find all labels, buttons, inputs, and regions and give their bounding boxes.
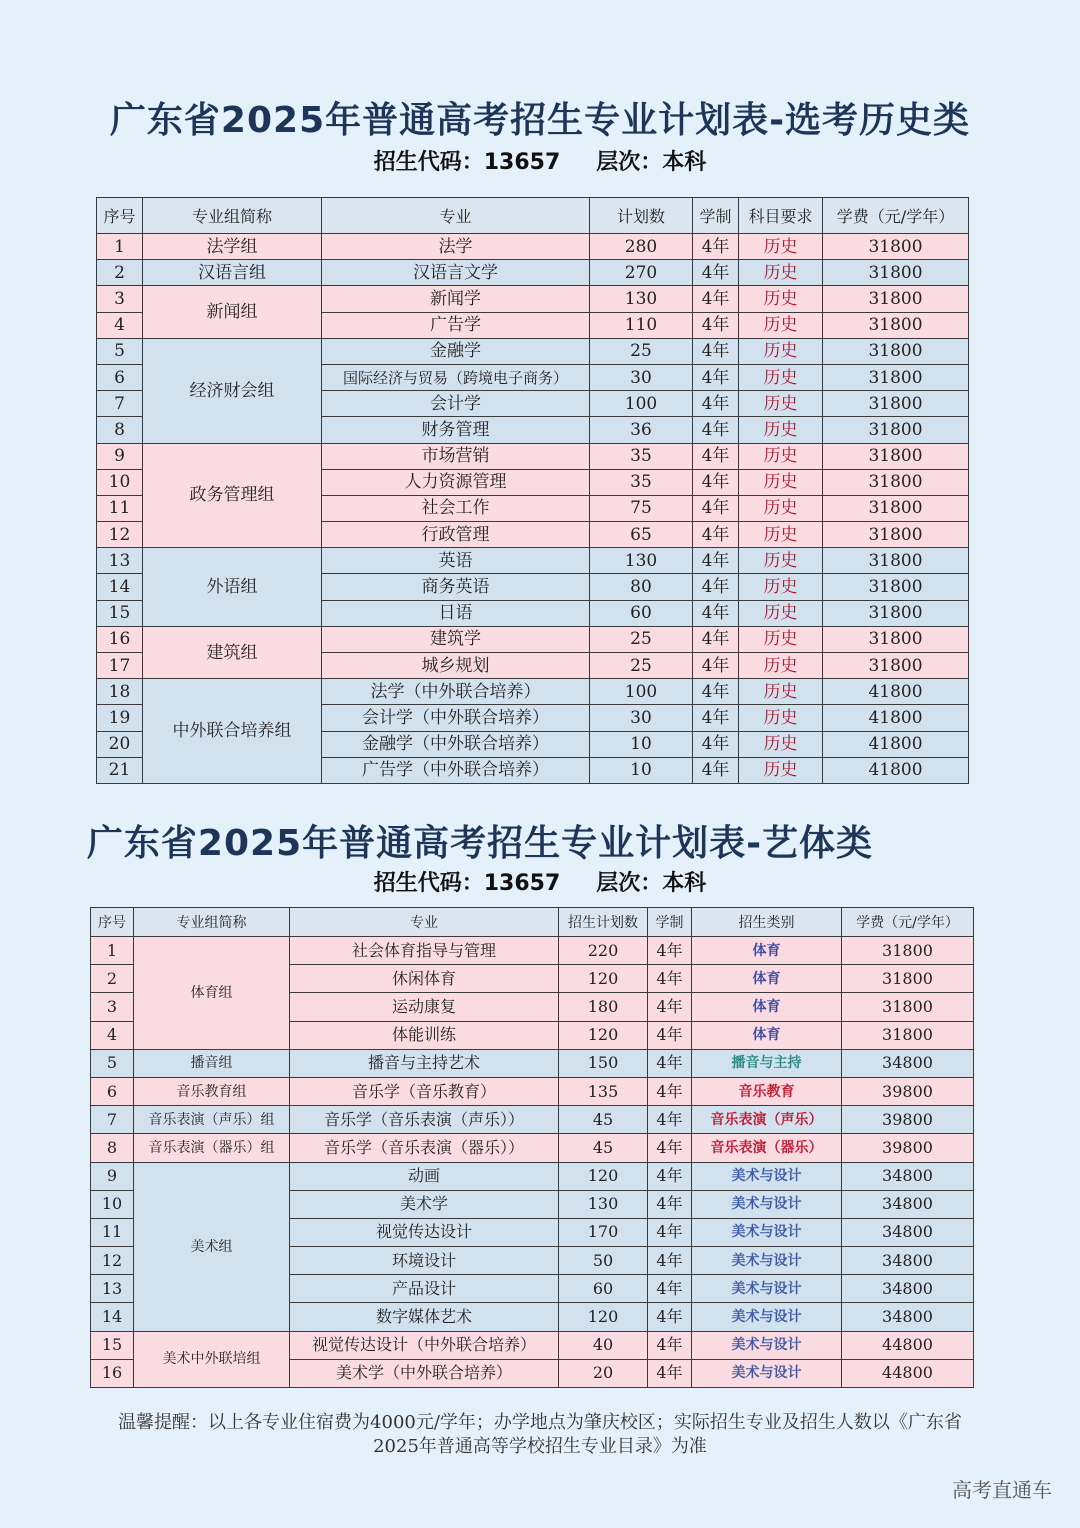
col-header-plan: 计划数: [590, 198, 693, 234]
cell-plan: 25: [590, 653, 693, 679]
cell-category: 美术与设计: [692, 1303, 842, 1331]
cell-fee: 31800: [823, 574, 969, 600]
cell-years: 4年: [693, 548, 739, 574]
table-row: [91, 1106, 974, 1134]
cell-fee: 31800: [823, 338, 969, 364]
cell-no: 11: [91, 1218, 134, 1246]
cell-requirement: 历史: [739, 495, 823, 521]
cell-no: 14: [91, 1303, 134, 1331]
cell-years: 4年: [648, 1134, 692, 1162]
cell-requirement: 历史: [739, 574, 823, 600]
cell-fee: 34800: [842, 1218, 974, 1246]
cell-group: 中外联合培养组: [143, 679, 322, 784]
cell-no: 20: [97, 731, 143, 757]
cell-no: 8: [97, 417, 143, 443]
cell-requirement: 历史: [739, 626, 823, 652]
cell-plan: 110: [590, 312, 693, 338]
cell-years: 4年: [693, 312, 739, 338]
cell-no: 6: [97, 364, 143, 390]
cell-major: 社会工作: [322, 495, 590, 521]
cell-plan: 130: [590, 286, 693, 312]
cell-major: 英语: [322, 548, 590, 574]
cell-requirement: 历史: [739, 600, 823, 626]
cell-no: 7: [91, 1106, 134, 1134]
cell-major: 动画: [290, 1162, 559, 1190]
col-header-no: 序号: [97, 198, 143, 234]
cell-fee: 44800: [842, 1359, 974, 1387]
cell-years: 4年: [648, 937, 692, 965]
cell-fee: 31800: [823, 600, 969, 626]
cell-requirement: 历史: [739, 338, 823, 364]
cell-years: 4年: [648, 1049, 692, 1077]
cell-years: 4年: [693, 626, 739, 652]
cell-requirement: 历史: [739, 731, 823, 757]
cell-years: 4年: [648, 1303, 692, 1331]
cell-major: 城乡规划: [322, 653, 590, 679]
cell-plan: 180: [559, 993, 648, 1021]
cell-years: 4年: [648, 1021, 692, 1049]
cell-no: 6: [91, 1077, 134, 1105]
reminder-line-1: 温馨提醒：以上各专业住宿费为4000元/学年；办学地点为肇庆校区；实际招生专业及招生人数以《广东省: [118, 1412, 962, 1433]
cell-years: 4年: [648, 1275, 692, 1303]
cell-category: 体育: [692, 993, 842, 1021]
cell-plan: 80: [590, 574, 693, 600]
cell-category: 美术与设计: [692, 1359, 842, 1387]
cell-major: 金融学（中外联合培养）: [322, 731, 590, 757]
cell-group: 新闻组: [143, 286, 322, 338]
table-row: [97, 234, 969, 260]
cell-plan: 75: [590, 495, 693, 521]
cell-no: 1: [91, 937, 134, 965]
cell-category: 音乐表演（声乐）: [692, 1106, 842, 1134]
cell-major: 运动康复: [290, 993, 559, 1021]
arts-table-title: 广东省2025年普通高考招生专业计划表-艺体类: [86, 823, 874, 864]
cell-requirement: 历史: [739, 234, 823, 260]
cell-major: 法学: [322, 234, 590, 260]
cell-no: 4: [97, 312, 143, 338]
cell-fee: 31800: [823, 364, 969, 390]
table-row: [97, 626, 969, 652]
table-row: [97, 679, 969, 705]
cell-years: 4年: [693, 338, 739, 364]
reminder-line-2: 2025年普通高等学校招生专业目录》为准: [373, 1436, 707, 1457]
cell-no: 5: [91, 1049, 134, 1077]
cell-major: 音乐学（音乐表演（声乐））: [290, 1106, 559, 1134]
col-header-plan: 招生计划数: [559, 908, 648, 937]
col-header-years: 学制: [693, 198, 739, 234]
cell-major: 汉语言文学: [322, 260, 590, 286]
cell-requirement: 历史: [739, 548, 823, 574]
cell-plan: 36: [590, 417, 693, 443]
col-header-major: 专业: [322, 198, 590, 234]
cell-fee: 31800: [823, 286, 969, 312]
cell-no: 3: [91, 993, 134, 1021]
cell-fee: 41800: [823, 731, 969, 757]
col-header-fee: 学费（元/学年）: [842, 908, 974, 937]
cell-fee: 39800: [842, 1077, 974, 1105]
cell-fee: 31800: [842, 1021, 974, 1049]
cell-no: 13: [97, 548, 143, 574]
cell-category: 美术与设计: [692, 1331, 842, 1359]
cell-no: 14: [97, 574, 143, 600]
cell-years: 4年: [693, 495, 739, 521]
cell-plan: 20: [559, 1359, 648, 1387]
col-header-no: 序号: [91, 908, 134, 937]
cell-years: 4年: [648, 1331, 692, 1359]
cell-group: 外语组: [143, 548, 322, 627]
cell-years: 4年: [693, 417, 739, 443]
cell-fee: 39800: [842, 1134, 974, 1162]
cell-plan: 50: [559, 1247, 648, 1275]
cell-plan: 120: [559, 1303, 648, 1331]
cell-plan: 270: [590, 260, 693, 286]
cell-fee: 31800: [823, 653, 969, 679]
cell-major: 日语: [322, 600, 590, 626]
cell-years: 4年: [648, 1162, 692, 1190]
cell-years: 4年: [693, 260, 739, 286]
cell-category: 美术与设计: [692, 1247, 842, 1275]
cell-major: 建筑学: [322, 626, 590, 652]
cell-group: 音乐表演（声乐）组: [134, 1106, 290, 1134]
cell-major: 视觉传达设计: [290, 1218, 559, 1246]
cell-plan: 10: [590, 757, 693, 783]
cell-group: 建筑组: [143, 626, 322, 678]
cell-requirement: 历史: [739, 443, 823, 469]
cell-fee: 41800: [823, 679, 969, 705]
cell-years: 4年: [648, 1106, 692, 1134]
cell-no: 21: [97, 757, 143, 783]
cell-major: 金融学: [322, 338, 590, 364]
cell-years: 4年: [648, 1077, 692, 1105]
cell-plan: 120: [559, 1021, 648, 1049]
cell-plan: 30: [590, 364, 693, 390]
cell-no: 15: [91, 1331, 134, 1359]
cell-years: 4年: [693, 522, 739, 548]
cell-major: 广告学: [322, 312, 590, 338]
cell-plan: 35: [590, 469, 693, 495]
cell-plan: 45: [559, 1134, 648, 1162]
cell-major: 环境设计: [290, 1247, 559, 1275]
cell-major: 会计学: [322, 391, 590, 417]
arts-level: 层次：本科: [596, 871, 707, 896]
table-header-row: [91, 908, 974, 937]
cell-years: 4年: [693, 443, 739, 469]
cell-fee: 31800: [823, 260, 969, 286]
cell-fee: 34800: [842, 1049, 974, 1077]
cell-no: 5: [97, 338, 143, 364]
cell-years: 4年: [648, 993, 692, 1021]
cell-plan: 60: [559, 1275, 648, 1303]
cell-plan: 100: [590, 391, 693, 417]
table-row: [97, 548, 969, 574]
cell-fee: 31800: [823, 417, 969, 443]
cell-years: 4年: [693, 705, 739, 731]
cell-fee: 31800: [842, 965, 974, 993]
cell-no: 9: [97, 443, 143, 469]
cell-fee: 31800: [842, 993, 974, 1021]
cell-years: 4年: [693, 234, 739, 260]
cell-no: 16: [91, 1359, 134, 1387]
watermark: 高考直通车: [952, 1478, 1052, 1502]
cell-years: 4年: [693, 679, 739, 705]
cell-major: 数字媒体艺术: [290, 1303, 559, 1331]
cell-no: 17: [97, 653, 143, 679]
cell-years: 4年: [648, 1218, 692, 1246]
cell-no: 19: [97, 705, 143, 731]
cell-no: 2: [91, 965, 134, 993]
cell-no: 16: [97, 626, 143, 652]
cell-requirement: 历史: [739, 286, 823, 312]
history-plan-table: [96, 197, 969, 784]
cell-requirement: 历史: [739, 522, 823, 548]
cell-major: 社会体育指导与管理: [290, 937, 559, 965]
cell-requirement: 历史: [739, 653, 823, 679]
cell-fee: 31800: [842, 937, 974, 965]
table-row: [91, 1331, 974, 1359]
cell-group: 美术中外联培组: [134, 1331, 290, 1387]
cell-major: 国际经济与贸易（跨境电子商务）: [322, 364, 590, 390]
cell-plan: 280: [590, 234, 693, 260]
cell-plan: 25: [590, 338, 693, 364]
cell-category: 体育: [692, 937, 842, 965]
history-table-subtitle: [0, 145, 1080, 176]
cell-fee: 34800: [842, 1247, 974, 1275]
cell-major: 播音与主持艺术: [290, 1049, 559, 1077]
cell-no: 7: [97, 391, 143, 417]
cell-years: 4年: [693, 286, 739, 312]
cell-years: 4年: [693, 600, 739, 626]
col-header-group: 专业组简称: [134, 908, 290, 937]
cell-years: 4年: [648, 1359, 692, 1387]
cell-major: 音乐学（音乐教育）: [290, 1077, 559, 1105]
table-row: [97, 286, 969, 312]
cell-requirement: 历史: [739, 417, 823, 443]
cell-years: 4年: [693, 653, 739, 679]
cell-no: 8: [91, 1134, 134, 1162]
cell-fee: 41800: [823, 705, 969, 731]
cell-no: 9: [91, 1162, 134, 1190]
cell-fee: 31800: [823, 548, 969, 574]
cell-no: 12: [91, 1247, 134, 1275]
cell-fee: 34800: [842, 1275, 974, 1303]
table-row: [91, 937, 974, 965]
cell-fee: 31800: [823, 626, 969, 652]
cell-years: 4年: [693, 364, 739, 390]
cell-no: 10: [97, 469, 143, 495]
cell-requirement: 历史: [739, 705, 823, 731]
cell-group: 汉语言组: [143, 260, 322, 286]
cell-no: 13: [91, 1275, 134, 1303]
cell-category: 体育: [692, 1021, 842, 1049]
cell-major: 行政管理: [322, 522, 590, 548]
cell-no: 3: [97, 286, 143, 312]
cell-group: 法学组: [143, 234, 322, 260]
cell-plan: 30: [590, 705, 693, 731]
cell-years: 4年: [693, 469, 739, 495]
cell-major: 会计学（中外联合培养）: [322, 705, 590, 731]
cell-years: 4年: [693, 731, 739, 757]
cell-years: 4年: [693, 391, 739, 417]
table-row: [97, 338, 969, 364]
cell-plan: 150: [559, 1049, 648, 1077]
cell-plan: 60: [590, 600, 693, 626]
cell-fee: 31800: [823, 234, 969, 260]
cell-category: 音乐表演（器乐）: [692, 1134, 842, 1162]
cell-fee: 31800: [823, 469, 969, 495]
cell-plan: 100: [590, 679, 693, 705]
cell-category: 美术与设计: [692, 1275, 842, 1303]
cell-major: 体能训练: [290, 1021, 559, 1049]
cell-major: 产品设计: [290, 1275, 559, 1303]
cell-group: 播音组: [134, 1049, 290, 1077]
cell-group: 体育组: [134, 937, 290, 1050]
table-row: [91, 1134, 974, 1162]
cell-major: 市场营销: [322, 443, 590, 469]
cell-category: 美术与设计: [692, 1190, 842, 1218]
cell-plan: 10: [590, 731, 693, 757]
cell-plan: 40: [559, 1331, 648, 1359]
col-header-requirement: 科目要求: [739, 198, 823, 234]
cell-major: 广告学（中外联合培养）: [322, 757, 590, 783]
col-header-fee: 学费（元/学年）: [823, 198, 969, 234]
cell-no: 10: [91, 1190, 134, 1218]
history-enroll-code: 招生代码：13657: [373, 150, 561, 175]
cell-fee: 34800: [842, 1303, 974, 1331]
cell-plan: 120: [559, 965, 648, 993]
cell-plan: 25: [590, 626, 693, 652]
table-row: [97, 443, 969, 469]
cell-no: 2: [97, 260, 143, 286]
cell-plan: 45: [559, 1106, 648, 1134]
col-header-group: 专业组简称: [143, 198, 322, 234]
col-header-category: 招生类别: [692, 908, 842, 937]
cell-plan: 170: [559, 1218, 648, 1246]
cell-category: 美术与设计: [692, 1162, 842, 1190]
arts-plan-table: [90, 907, 974, 1388]
cell-fee: 31800: [823, 495, 969, 521]
cell-years: 4年: [648, 1247, 692, 1275]
cell-group: 政务管理组: [143, 443, 322, 548]
cell-major: 美术学: [290, 1190, 559, 1218]
cell-years: 4年: [693, 757, 739, 783]
cell-years: 4年: [648, 965, 692, 993]
cell-no: 18: [97, 679, 143, 705]
cell-requirement: 历史: [739, 260, 823, 286]
cell-years: 4年: [693, 574, 739, 600]
cell-major: 视觉传达设计（中外联合培养）: [290, 1331, 559, 1359]
cell-major: 商务英语: [322, 574, 590, 600]
cell-fee: 31800: [823, 312, 969, 338]
cell-requirement: 历史: [739, 757, 823, 783]
history-level: 层次：本科: [596, 150, 707, 175]
arts-table-subtitle: [0, 866, 1080, 897]
cell-group: 音乐教育组: [134, 1077, 290, 1105]
cell-plan: 65: [590, 522, 693, 548]
cell-plan: 135: [559, 1077, 648, 1105]
table-row: [91, 1049, 974, 1077]
cell-plan: 35: [590, 443, 693, 469]
col-header-major: 专业: [290, 908, 559, 937]
cell-plan: 120: [559, 1162, 648, 1190]
cell-major: 财务管理: [322, 417, 590, 443]
table-header-row: [97, 198, 969, 234]
cell-fee: 31800: [823, 522, 969, 548]
cell-requirement: 历史: [739, 391, 823, 417]
cell-category: 音乐教育: [692, 1077, 842, 1105]
reminder-note: [60, 1411, 1020, 1459]
col-header-years: 学制: [648, 908, 692, 937]
table-row: [91, 1077, 974, 1105]
cell-major: 新闻学: [322, 286, 590, 312]
cell-fee: 44800: [842, 1331, 974, 1359]
cell-no: 12: [97, 522, 143, 548]
cell-no: 11: [97, 495, 143, 521]
cell-category: 美术与设计: [692, 1218, 842, 1246]
cell-category: 播音与主持: [692, 1049, 842, 1077]
table-row: [97, 260, 969, 286]
history-table-title: 广东省2025年普通高考招生专业计划表-选考历史类: [109, 100, 971, 141]
cell-no: 15: [97, 600, 143, 626]
cell-fee: 31800: [823, 443, 969, 469]
cell-major: 休闲体育: [290, 965, 559, 993]
cell-fee: 34800: [842, 1190, 974, 1218]
cell-major: 音乐学（音乐表演（器乐））: [290, 1134, 559, 1162]
cell-requirement: 历史: [739, 679, 823, 705]
cell-no: 4: [91, 1021, 134, 1049]
table-row: [91, 1162, 974, 1190]
cell-category: 体育: [692, 965, 842, 993]
cell-years: 4年: [648, 1190, 692, 1218]
cell-major: 法学（中外联合培养）: [322, 679, 590, 705]
cell-group: 经济财会组: [143, 338, 322, 443]
cell-plan: 220: [559, 937, 648, 965]
cell-plan: 130: [559, 1190, 648, 1218]
cell-major: 人力资源管理: [322, 469, 590, 495]
cell-no: 1: [97, 234, 143, 260]
arts-enroll-code: 招生代码：13657: [373, 871, 561, 896]
cell-fee: 31800: [823, 391, 969, 417]
cell-requirement: 历史: [739, 312, 823, 338]
cell-plan: 130: [590, 548, 693, 574]
cell-fee: 41800: [823, 757, 969, 783]
cell-group: 美术组: [134, 1162, 290, 1331]
cell-requirement: 历史: [739, 469, 823, 495]
cell-requirement: 历史: [739, 364, 823, 390]
cell-fee: 39800: [842, 1106, 974, 1134]
cell-group: 音乐表演（器乐）组: [134, 1134, 290, 1162]
cell-major: 美术学（中外联合培养）: [290, 1359, 559, 1387]
cell-fee: 34800: [842, 1162, 974, 1190]
